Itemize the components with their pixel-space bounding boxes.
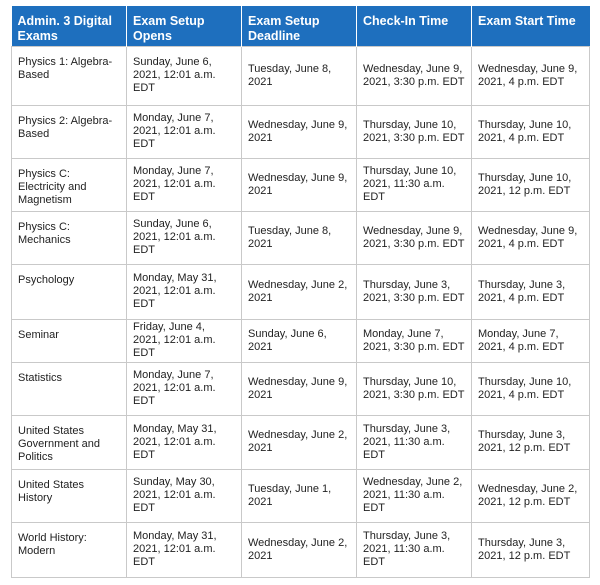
cell-setup-opens: Monday, June 7, 2021, 12:01 a.m. EDT [127, 158, 242, 211]
cell-exam-name: Seminar [12, 319, 127, 362]
header-check-in-time: Check-In Time [357, 6, 472, 46]
cell-check-in-time: Thursday, June 10, 2021, 11:30 a.m. EDT [357, 158, 472, 211]
cell-setup-deadline: Wednesday, June 2, 2021 [242, 415, 357, 469]
table-row [12, 319, 590, 362]
cell-setup-deadline: Wednesday, June 9, 2021 [242, 158, 357, 211]
cell-start-time: Thursday, June 10, 2021, 12 p.m. EDT [472, 158, 590, 211]
cell-check-in-time: Thursday, June 10, 2021, 3:30 p.m. EDT [357, 105, 472, 158]
header-start-time: Exam Start Time [472, 6, 590, 46]
table-row [12, 415, 590, 469]
cell-check-in-time: Wednesday, June 9, 2021, 3:30 p.m. EDT [357, 46, 472, 105]
cell-exam-name: Psychology [12, 264, 127, 319]
table-row [12, 522, 590, 577]
header-setup-opens: Exam Setup Opens [127, 6, 242, 46]
header-exam-name: Admin. 3 Digital Exams [12, 6, 127, 46]
header-row [12, 6, 590, 46]
cell-exam-name: Physics C: Mechanics [12, 211, 127, 264]
cell-setup-opens: Monday, May 31, 2021, 12:01 a.m. EDT [127, 264, 242, 319]
cell-check-in-time: Wednesday, June 9, 2021, 3:30 p.m. EDT [357, 211, 472, 264]
cell-check-in-time: Thursday, June 3, 2021, 3:30 p.m. EDT [357, 264, 472, 319]
cell-check-in-time: Thursday, June 10, 2021, 3:30 p.m. EDT [357, 362, 472, 415]
cell-setup-deadline: Sunday, June 6, 2021 [242, 319, 357, 362]
exam-schedule [11, 6, 589, 578]
table-body [12, 46, 590, 577]
cell-exam-name: United States Government and Politics [12, 415, 127, 469]
table-row [12, 211, 590, 264]
cell-start-time: Monday, June 7, 2021, 4 p.m. EDT [472, 319, 590, 362]
cell-start-time: Thursday, June 10, 2021, 4 p.m. EDT [472, 105, 590, 158]
cell-setup-opens: Friday, June 4, 2021, 12:01 a.m. EDT [127, 319, 242, 362]
table-row [12, 46, 590, 105]
table-header [12, 6, 590, 46]
cell-exam-name: Statistics [12, 362, 127, 415]
cell-setup-deadline: Tuesday, June 1, 2021 [242, 469, 357, 522]
cell-exam-name: Physics 2: Algebra-Based [12, 105, 127, 158]
table-row [12, 469, 590, 522]
cell-check-in-time: Wednesday, June 2, 2021, 11:30 a.m. EDT [357, 469, 472, 522]
cell-setup-opens: Sunday, June 6, 2021, 12:01 a.m. EDT [127, 211, 242, 264]
cell-check-in-time: Monday, June 7, 2021, 3:30 p.m. EDT [357, 319, 472, 362]
cell-setup-opens: Monday, June 7, 2021, 12:01 a.m. EDT [127, 105, 242, 158]
cell-setup-opens: Monday, May 31, 2021, 12:01 a.m. EDT [127, 415, 242, 469]
cell-start-time: Thursday, June 3, 2021, 4 p.m. EDT [472, 264, 590, 319]
header-setup-deadline: Exam Setup Deadline [242, 6, 357, 46]
cell-setup-deadline: Tuesday, June 8, 2021 [242, 211, 357, 264]
table-row [12, 264, 590, 319]
cell-setup-opens: Sunday, June 6, 2021, 12:01 a.m. EDT [127, 46, 242, 105]
table-row [12, 362, 590, 415]
exam-schedule-table [11, 6, 590, 578]
cell-exam-name: Physics 1: Algebra-Based [12, 46, 127, 105]
cell-start-time: Thursday, June 3, 2021, 12 p.m. EDT [472, 522, 590, 577]
cell-setup-deadline: Wednesday, June 9, 2021 [242, 362, 357, 415]
cell-start-time: Thursday, June 3, 2021, 12 p.m. EDT [472, 415, 590, 469]
cell-start-time: Wednesday, June 9, 2021, 4 p.m. EDT [472, 211, 590, 264]
cell-exam-name: Physics C: Electricity and Magnetism [12, 158, 127, 211]
cell-exam-name: United States History [12, 469, 127, 522]
cell-start-time: Wednesday, June 2, 2021, 12 p.m. EDT [472, 469, 590, 522]
cell-exam-name: World History: Modern [12, 522, 127, 577]
cell-setup-opens: Sunday, May 30, 2021, 12:01 a.m. EDT [127, 469, 242, 522]
cell-check-in-time: Thursday, June 3, 2021, 11:30 a.m. EDT [357, 415, 472, 469]
cell-start-time: Wednesday, June 9, 2021, 4 p.m. EDT [472, 46, 590, 105]
table-row [12, 105, 590, 158]
cell-setup-deadline: Tuesday, June 8, 2021 [242, 46, 357, 105]
cell-setup-deadline: Wednesday, June 2, 2021 [242, 264, 357, 319]
cell-setup-deadline: Wednesday, June 2, 2021 [242, 522, 357, 577]
cell-start-time: Thursday, June 10, 2021, 4 p.m. EDT [472, 362, 590, 415]
cell-setup-opens: Monday, May 31, 2021, 12:01 a.m. EDT [127, 522, 242, 577]
cell-setup-opens: Monday, June 7, 2021, 12:01 a.m. EDT [127, 362, 242, 415]
cell-check-in-time: Thursday, June 3, 2021, 11:30 a.m. EDT [357, 522, 472, 577]
table-row [12, 158, 590, 211]
cell-setup-deadline: Wednesday, June 9, 2021 [242, 105, 357, 158]
